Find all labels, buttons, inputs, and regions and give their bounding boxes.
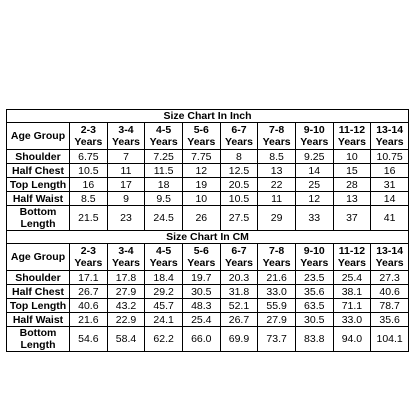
age-unit: Years (375, 257, 404, 269)
measurement-value: 14 (371, 192, 409, 206)
measurement-label: Shoulder (7, 271, 70, 285)
measurement-row (7, 299, 409, 313)
measurement-label: Bottom Length (7, 327, 70, 352)
measurement-value: 22 (258, 178, 296, 192)
measurement-label: Half Waist (7, 313, 70, 327)
measurement-value: 8.5 (70, 192, 108, 206)
measurement-value: 21.6 (258, 271, 296, 285)
measurement-value: 17.8 (107, 271, 145, 285)
measurement-value: 29.2 (145, 285, 183, 299)
measurement-value: 30.5 (295, 313, 333, 327)
measurement-value: 48.3 (182, 299, 220, 313)
measurement-value: 41 (371, 206, 409, 231)
measurement-label: Half Chest (7, 164, 70, 178)
measurement-value: 35.6 (295, 285, 333, 299)
measurement-row (7, 206, 409, 231)
age-range: 7-8 (269, 245, 285, 257)
measurement-value: 22.9 (107, 313, 145, 327)
age-unit: Years (300, 136, 329, 148)
age-group-header-cell (295, 123, 333, 150)
age-range: 13-14 (376, 124, 404, 136)
measurement-value: 43.2 (107, 299, 145, 313)
age-group-header-cell (145, 244, 183, 271)
measurement-value: 25.4 (333, 271, 371, 285)
size-chart-document (6, 109, 409, 352)
age-range: 4-5 (156, 124, 172, 136)
measurement-value: 17 (107, 178, 145, 192)
measurement-value: 31 (371, 178, 409, 192)
measurement-value: 12.5 (220, 164, 258, 178)
measurement-value: 13 (333, 192, 371, 206)
measurement-value: 26.7 (70, 285, 108, 299)
age-group-header-cell (182, 123, 220, 150)
measurement-row (7, 285, 409, 299)
age-unit: Years (74, 136, 103, 148)
age-range: 9-10 (303, 124, 325, 136)
measurement-label: Half Waist (7, 192, 70, 206)
measurement-row (7, 192, 409, 206)
age-group-header-cell (70, 244, 108, 271)
age-range: 5-6 (193, 245, 209, 257)
age-range: 2-3 (80, 245, 96, 257)
measurement-value: 25 (295, 178, 333, 192)
age-group-header-cell (258, 123, 296, 150)
measurement-label: Bottom Length (7, 206, 70, 231)
measurement-value: 37 (333, 206, 371, 231)
age-range: 7-8 (269, 124, 285, 136)
measurement-value: 35.6 (371, 313, 409, 327)
age-group-header-cell (220, 123, 258, 150)
age-group-header-cell (107, 244, 145, 271)
measurement-value: 20.5 (220, 178, 258, 192)
measurement-value: 55.9 (258, 299, 296, 313)
age-range: 3-4 (118, 245, 134, 257)
age-range: 3-4 (118, 124, 134, 136)
age-range: 5-6 (193, 124, 209, 136)
section-title-row (7, 110, 409, 123)
measurement-label: Shoulder (7, 150, 70, 164)
measurement-value: 20.3 (220, 271, 258, 285)
age-range: 11-12 (338, 124, 366, 136)
measurement-value: 7.75 (182, 150, 220, 164)
age-unit: Years (375, 136, 404, 148)
age-unit: Years (111, 136, 140, 148)
age-group-header-cell (220, 244, 258, 271)
age-group-header-row (7, 244, 409, 271)
measurement-value: 23.5 (295, 271, 333, 285)
measurement-value: 8 (220, 150, 258, 164)
age-unit: Years (262, 136, 291, 148)
measurement-label: Top Length (7, 178, 70, 192)
measurement-value: 45.7 (145, 299, 183, 313)
measurement-value: 27.3 (371, 271, 409, 285)
measurement-value: 12 (182, 164, 220, 178)
measurement-value: 8.5 (258, 150, 296, 164)
measurement-value: 31.8 (220, 285, 258, 299)
measurement-value: 17.1 (70, 271, 108, 285)
measurement-value: 9.5 (145, 192, 183, 206)
measurement-value: 24.1 (145, 313, 183, 327)
measurement-value: 33.0 (258, 285, 296, 299)
measurement-value: 12 (295, 192, 333, 206)
measurement-label: Top Length (7, 299, 70, 313)
measurement-row (7, 150, 409, 164)
measurement-value: 10.75 (371, 150, 409, 164)
measurement-value: 62.2 (145, 327, 183, 352)
age-range: 11-12 (338, 245, 366, 257)
measurement-value: 54.6 (70, 327, 108, 352)
age-group-header-cell (371, 123, 409, 150)
measurement-value: 27.5 (220, 206, 258, 231)
measurement-value: 19 (182, 178, 220, 192)
measurement-value: 83.8 (295, 327, 333, 352)
measurement-value: 11.5 (145, 164, 183, 178)
measurement-value: 11 (107, 164, 145, 178)
measurement-value: 78.7 (371, 299, 409, 313)
measurement-value: 73.7 (258, 327, 296, 352)
measurement-value: 63.5 (295, 299, 333, 313)
measurement-row (7, 178, 409, 192)
age-group-header-cell (107, 123, 145, 150)
age-range: 13-14 (376, 245, 404, 257)
measurement-value: 19.7 (182, 271, 220, 285)
measurement-label: Half Chest (7, 285, 70, 299)
size-chart-table (6, 109, 409, 352)
measurement-value: 10 (333, 150, 371, 164)
measurement-value: 18 (145, 178, 183, 192)
measurement-row (7, 327, 409, 352)
age-unit: Years (337, 257, 366, 269)
measurement-value: 7 (107, 150, 145, 164)
age-group-label: Age Group (7, 123, 70, 150)
measurement-value: 27.9 (107, 285, 145, 299)
measurement-value: 14 (295, 164, 333, 178)
age-unit: Years (149, 136, 178, 148)
measurement-value: 71.1 (333, 299, 371, 313)
age-unit: Years (149, 257, 178, 269)
age-group-header-cell (70, 123, 108, 150)
measurement-value: 52.1 (220, 299, 258, 313)
measurement-value: 16 (371, 164, 409, 178)
age-range: 4-5 (156, 245, 172, 257)
age-group-header-row (7, 123, 409, 150)
measurement-value: 7.25 (145, 150, 183, 164)
age-unit: Years (224, 257, 253, 269)
measurement-value: 11 (258, 192, 296, 206)
measurement-value: 94.0 (333, 327, 371, 352)
age-range: 2-3 (80, 124, 96, 136)
measurement-value: 40.6 (70, 299, 108, 313)
measurement-value: 26 (182, 206, 220, 231)
measurement-row (7, 313, 409, 327)
measurement-value: 29 (258, 206, 296, 231)
measurement-value: 40.6 (371, 285, 409, 299)
measurement-value: 24.5 (145, 206, 183, 231)
age-range: 6-7 (231, 124, 247, 136)
section-title-row (7, 231, 409, 244)
age-group-header-cell (333, 123, 371, 150)
measurement-value: 10.5 (70, 164, 108, 178)
measurement-value: 69.9 (220, 327, 258, 352)
age-group-header-cell (371, 244, 409, 271)
age-unit: Years (187, 136, 216, 148)
measurement-value: 9 (107, 192, 145, 206)
measurement-row (7, 271, 409, 285)
measurement-value: 18.4 (145, 271, 183, 285)
measurement-value: 30.5 (182, 285, 220, 299)
measurement-row (7, 164, 409, 178)
age-unit: Years (111, 257, 140, 269)
measurement-value: 6.75 (70, 150, 108, 164)
measurement-value: 23 (107, 206, 145, 231)
age-range: 6-7 (231, 245, 247, 257)
age-group-label: Age Group (7, 244, 70, 271)
inch-table-title: Size Chart In Inch (7, 110, 409, 123)
measurement-value: 66.0 (182, 327, 220, 352)
measurement-value: 33 (295, 206, 333, 231)
measurement-value: 16 (70, 178, 108, 192)
measurement-value: 21.6 (70, 313, 108, 327)
age-group-header-cell (145, 123, 183, 150)
age-unit: Years (187, 257, 216, 269)
age-group-header-cell (295, 244, 333, 271)
measurement-value: 28 (333, 178, 371, 192)
age-group-header-cell (182, 244, 220, 271)
measurement-value: 58.4 (107, 327, 145, 352)
measurement-value: 10.5 (220, 192, 258, 206)
measurement-value: 13 (258, 164, 296, 178)
measurement-value: 33.0 (333, 313, 371, 327)
measurement-value: 10 (182, 192, 220, 206)
age-range: 9-10 (303, 245, 325, 257)
measurement-value: 27.9 (258, 313, 296, 327)
age-group-header-cell (333, 244, 371, 271)
measurement-value: 104.1 (371, 327, 409, 352)
measurement-value: 9.25 (295, 150, 333, 164)
measurement-value: 25.4 (182, 313, 220, 327)
age-unit: Years (262, 257, 291, 269)
age-unit: Years (224, 136, 253, 148)
age-group-header-cell (258, 244, 296, 271)
measurement-value: 26.7 (220, 313, 258, 327)
measurement-value: 38.1 (333, 285, 371, 299)
age-unit: Years (300, 257, 329, 269)
measurement-value: 15 (333, 164, 371, 178)
cm-table-title: Size Chart In CM (7, 231, 409, 244)
age-unit: Years (74, 257, 103, 269)
measurement-value: 21.5 (70, 206, 108, 231)
age-unit: Years (337, 136, 366, 148)
